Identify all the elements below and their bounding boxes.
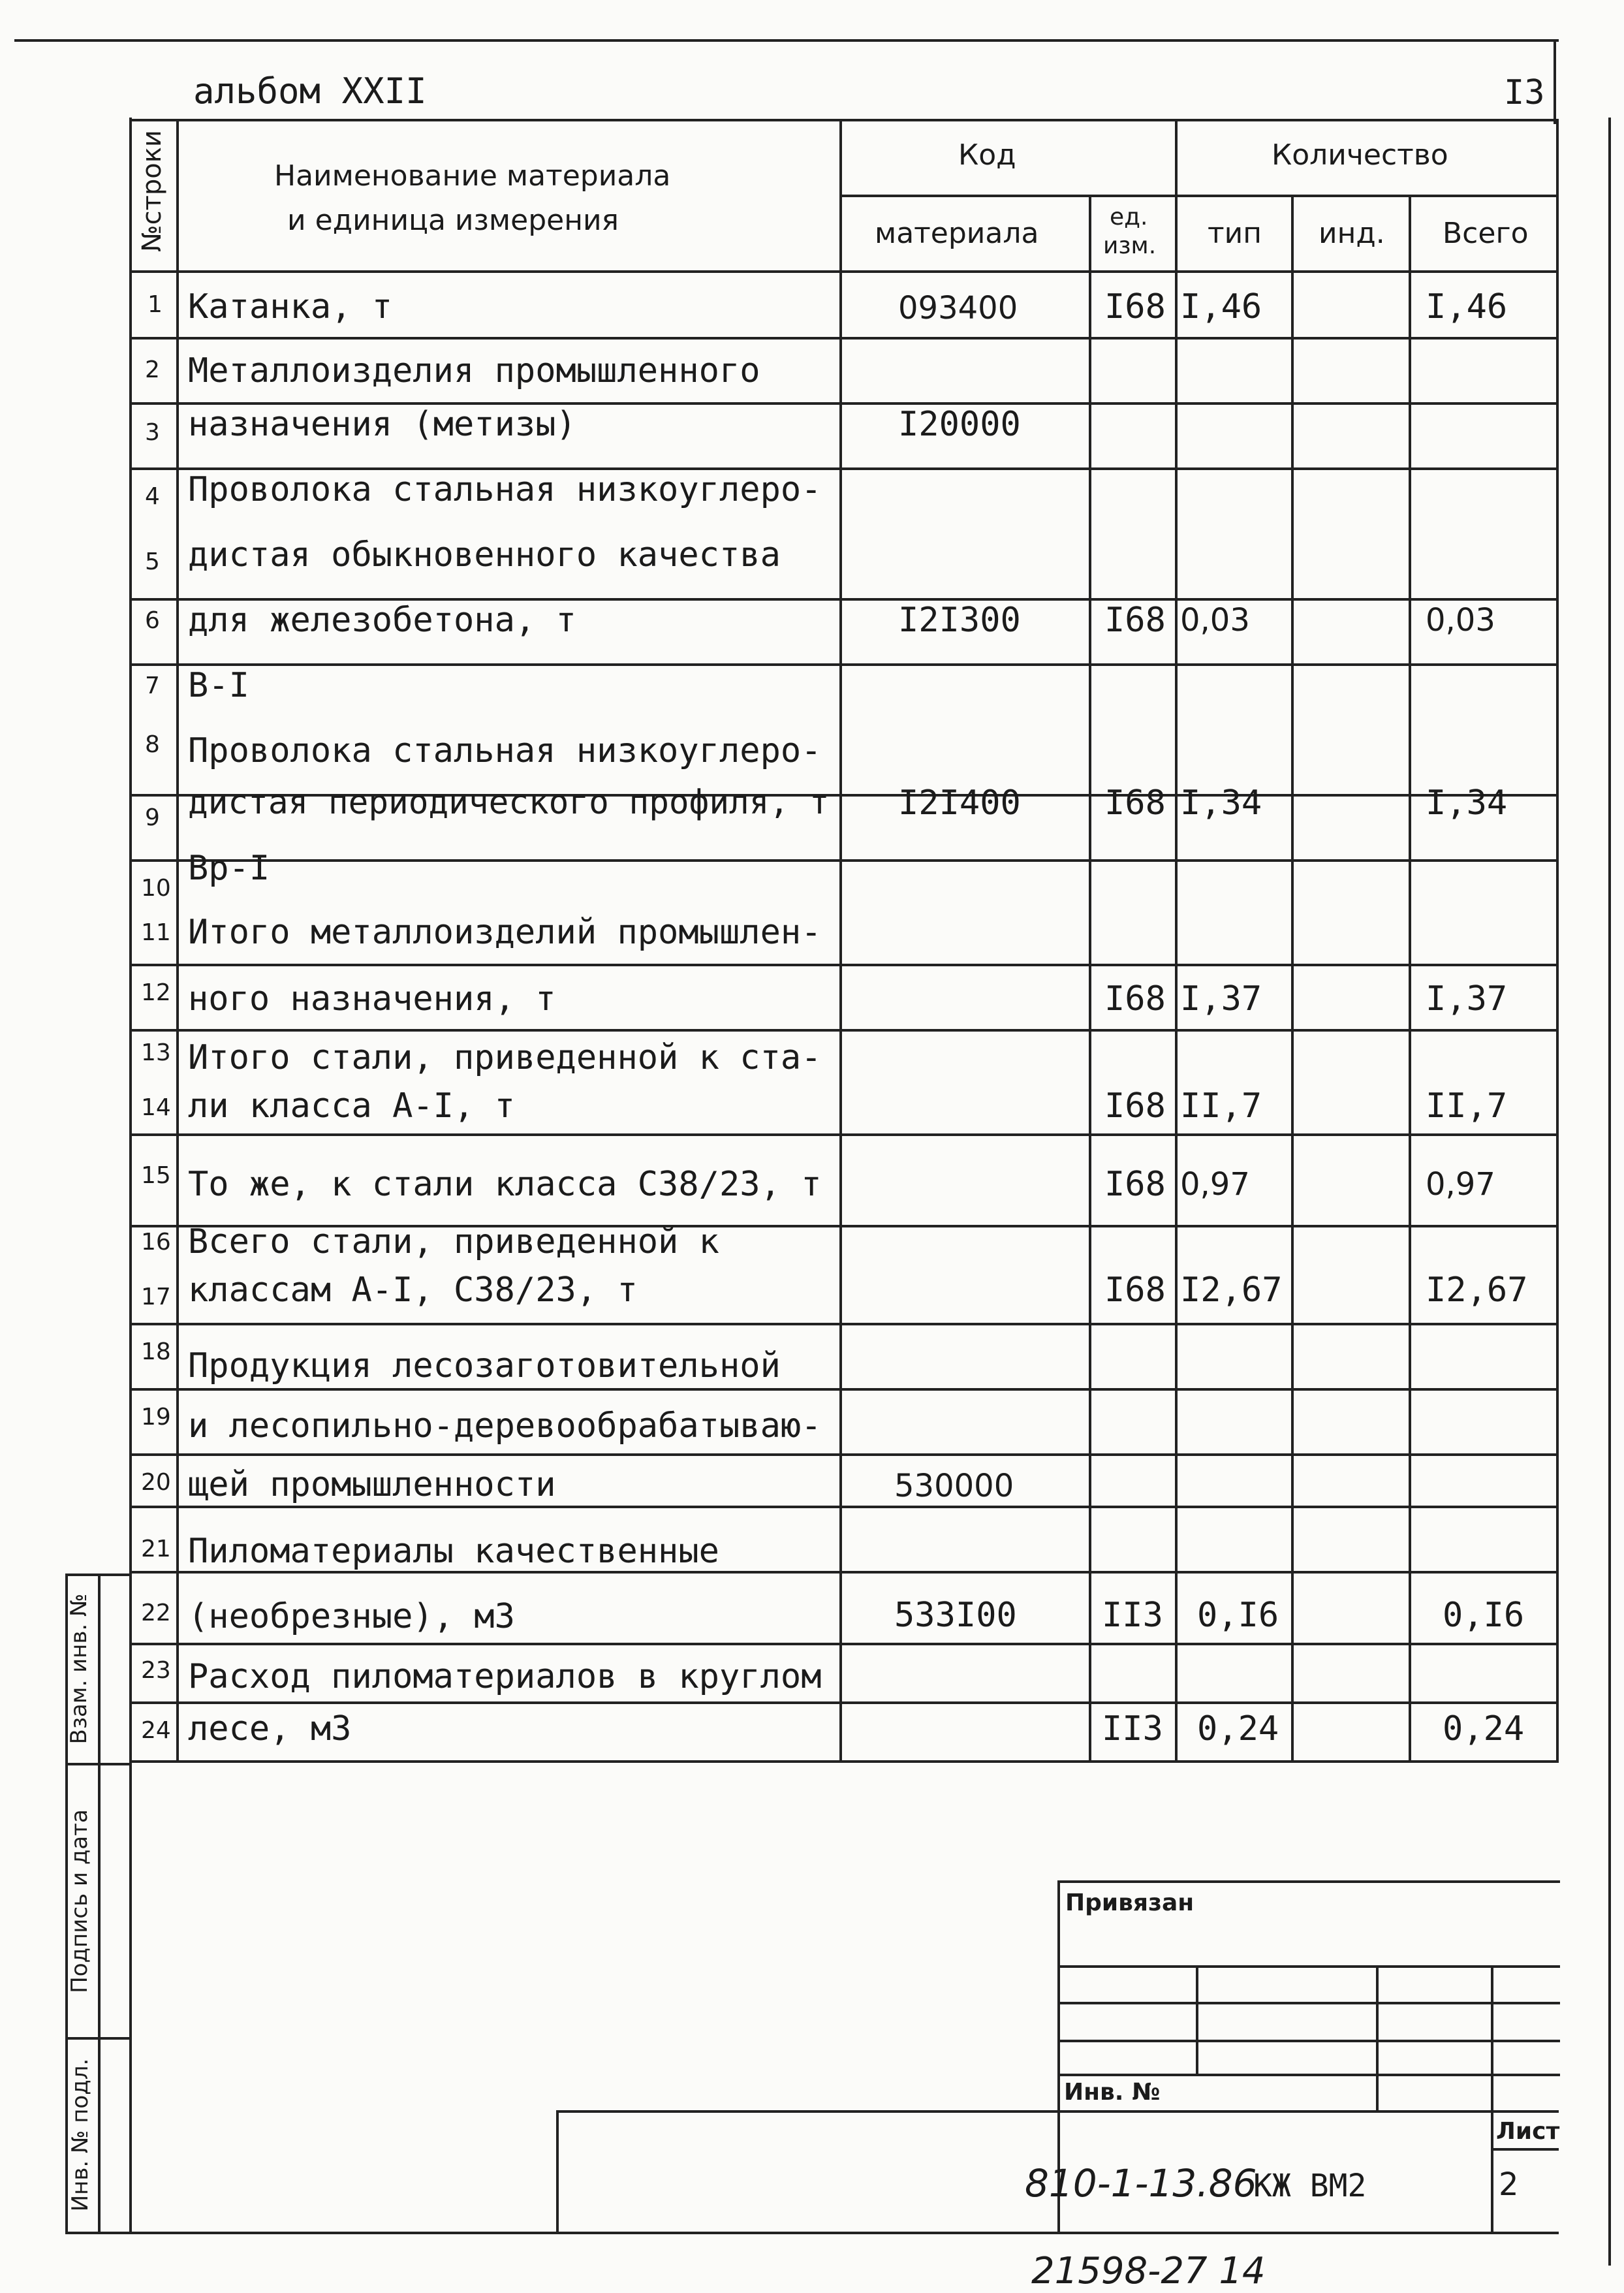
title-block-main-left [556,2110,559,2233]
page-number: I3 [1504,73,1545,112]
material-code: 533I00 [894,1596,1017,1635]
row-number: 12 [141,979,171,1006]
title-inv-no: Инв. № [1064,2079,1161,2106]
title-privyazan: Привязан [1065,1890,1195,1916]
header-row-no: №строки [137,130,167,252]
material-name: B-I [188,666,249,705]
row-line [129,1388,1559,1391]
row-line [129,1643,1559,1645]
quantity-total: I2,67 [1426,1271,1528,1310]
material-name: Расход пиломатериалов в круглом [188,1657,822,1696]
row-line [129,859,1559,862]
row-line [129,1453,1559,1456]
top-border [14,39,1559,42]
quantity-type: 0,I6 [1197,1596,1279,1635]
material-name: Проволока стальная низкоуглеро- [188,731,822,770]
material-name: дистая периодического профиля, т [188,783,830,822]
header-quantity: Количество [1272,138,1448,172]
side-stamp-mid-line [98,1573,101,2233]
quantity-type: I,37 [1180,979,1262,1019]
row-line [129,663,1559,666]
title-block-line [1057,2002,1560,2004]
title-block-col [1376,1965,1379,2110]
material-code: I2I300 [898,601,1021,640]
unit-code: I68 [1104,1086,1166,1126]
unit-code: I68 [1104,783,1166,823]
row-number: 20 [141,1469,171,1496]
title-block-top [1057,1880,1560,1883]
row-number: 17 [141,1284,171,1310]
row-number: 21 [141,1536,171,1562]
side-stamp-line [65,1763,131,1765]
row-number: 4 [145,483,160,510]
quantity-total: 0,97 [1426,1166,1495,1203]
row-line [129,337,1559,340]
material-name: Итого металлоизделий промышлен- [188,913,822,952]
unit-code: I68 [1104,979,1166,1019]
material-name: Проволока стальная низкоуглеро- [188,470,822,509]
col-line-total [1556,119,1559,1763]
quantity-type: II,7 [1180,1086,1262,1126]
header-ind: инд. [1319,217,1385,250]
material-code: I2I400 [898,783,1021,823]
title-doc-code: 810-1-13.86 [1025,2161,1257,2206]
material-name: Продукция лесозаготовительной [188,1346,781,1385]
title-block-sheet-line [1491,2148,1559,2151]
row-line [129,1506,1559,1508]
material-name: ного назначения, т [188,979,556,1019]
album-title: альбом XXII [193,71,427,112]
material-code: 093400 [898,290,1018,326]
side-stamp-line [65,1573,131,1576]
unit-code: II3 [1102,1709,1163,1748]
material-name: Катанка, т [188,287,393,326]
header-bottom-line [129,270,1559,273]
page-number-box-left [1554,39,1556,124]
row-line [129,1323,1559,1325]
material-name: Bp-I [188,849,270,888]
header-unit-2: изм. [1103,232,1157,259]
header-code: Код [958,138,1016,172]
table-top-line [129,119,1559,121]
title-block-main-top [556,2110,1559,2113]
row-number: 24 [141,1717,171,1744]
quantity-type: 0,03 [1180,602,1250,639]
row-number: 23 [141,1657,171,1684]
quantity-total: I,46 [1426,287,1508,326]
material-name: Итого стали, приведенной к ста- [188,1038,822,1077]
header-unit-1: ед. [1110,204,1148,230]
row-line [129,964,1559,966]
title-block-col [1491,1965,1493,2233]
stamp-vzam-inv: Взам. инв. № [66,1593,92,1745]
col-line-type [1291,196,1294,1763]
quantity-type: I2,67 [1180,1271,1283,1310]
row-line [129,1701,1559,1704]
row-line [129,1760,1559,1763]
row-number: 19 [141,1404,171,1431]
row-number: 1 [148,291,163,318]
header-code-material: материала [875,217,1039,250]
material-name: дистая обыкновенного качества [188,535,781,575]
title-block-line [1057,1965,1560,1968]
col-line-name [839,119,842,1763]
material-name: То же, к стали класса С38/23, т [188,1165,822,1204]
header-total: Всего [1443,217,1529,250]
header-material-name-2: и единица измерения [287,204,619,237]
bottom-archive-number: 21598-27 14 [1031,2250,1266,2292]
row-line [129,1133,1559,1136]
material-name: и лесопильно-деревообрабатываю- [188,1406,822,1446]
quantity-type: I,46 [1180,287,1262,326]
unit-code: I68 [1104,601,1166,640]
title-block-line [1057,2040,1560,2042]
material-code: 530000 [894,1468,1014,1504]
right-border [1608,118,1611,2266]
col-line-no [176,119,179,1763]
stamp-inv-podl: Инв. № подл. [67,2058,93,2212]
row-number: 11 [141,919,171,946]
row-number: 13 [141,1039,171,1066]
row-line [129,1571,1559,1573]
row-line [129,1029,1559,1032]
header-material-name-1: Наименование материала [274,159,671,193]
quantity-total: 0,03 [1426,602,1495,639]
unit-code: I68 [1104,1271,1166,1310]
material-name: щей промышленности [188,1465,556,1504]
row-number: 15 [141,1162,171,1189]
row-number: 14 [141,1094,171,1121]
row-number: 2 [145,356,160,383]
header-mid-line [839,195,1557,197]
title-list-label: Лист [1496,2118,1560,2145]
title-block-col [1196,1965,1198,2074]
quantity-total: I,37 [1426,979,1508,1019]
material-name: ли класса A-I, т [188,1086,515,1126]
col-line-unit [1175,119,1178,1763]
title-doc-mark: КЖ ВМ2 [1253,2168,1367,2204]
unit-code: I68 [1104,1165,1166,1204]
row-number: 6 [145,607,160,634]
row-number: 5 [145,548,160,575]
row-number: 22 [141,1600,171,1626]
material-name: лесе, м3 [188,1709,352,1748]
quantity-type: 0,97 [1180,1166,1250,1203]
row-number: 3 [145,419,160,446]
unit-code: I68 [1104,287,1166,326]
row-number: 7 [145,672,160,699]
row-number: 16 [141,1229,171,1256]
material-name: Пиломатериалы качественные [188,1532,719,1571]
material-code: I20000 [898,405,1021,444]
header-type: тип [1208,217,1262,250]
row-number: 9 [145,804,160,831]
row-number: 18 [141,1338,171,1365]
quantity-total: 0,I6 [1443,1596,1525,1635]
quantity-total: I,34 [1426,783,1508,823]
row-number: 10 [141,875,171,902]
stamp-podpis-data: Подпись и дата [67,1809,93,1993]
material-name: назначения (метизы) [188,405,576,444]
row-number: 8 [145,731,160,758]
col-line-code [1089,196,1091,1763]
title-block-line [1057,2074,1560,2076]
col-line-ind [1409,196,1411,1763]
material-name: (необрезные), м3 [188,1597,515,1636]
material-name: для железобетона, т [188,601,576,640]
material-name: Металлоизделия промышленного [188,351,760,390]
title-sheet-number: 2 [1499,2166,1519,2203]
material-name: Всего стали, приведенной к [188,1222,719,1261]
frame-bottom-line [129,2232,1559,2234]
side-stamp-line [65,2037,131,2040]
quantity-total: 0,24 [1443,1709,1525,1748]
quantity-type: 0,24 [1197,1709,1279,1748]
quantity-type: I,34 [1180,783,1262,823]
side-stamp-line [65,2232,131,2234]
quantity-total: II,7 [1426,1086,1508,1126]
material-name: классам A-I, С38/23, т [188,1271,638,1310]
unit-code: II3 [1102,1596,1163,1635]
left-border [129,118,132,2233]
